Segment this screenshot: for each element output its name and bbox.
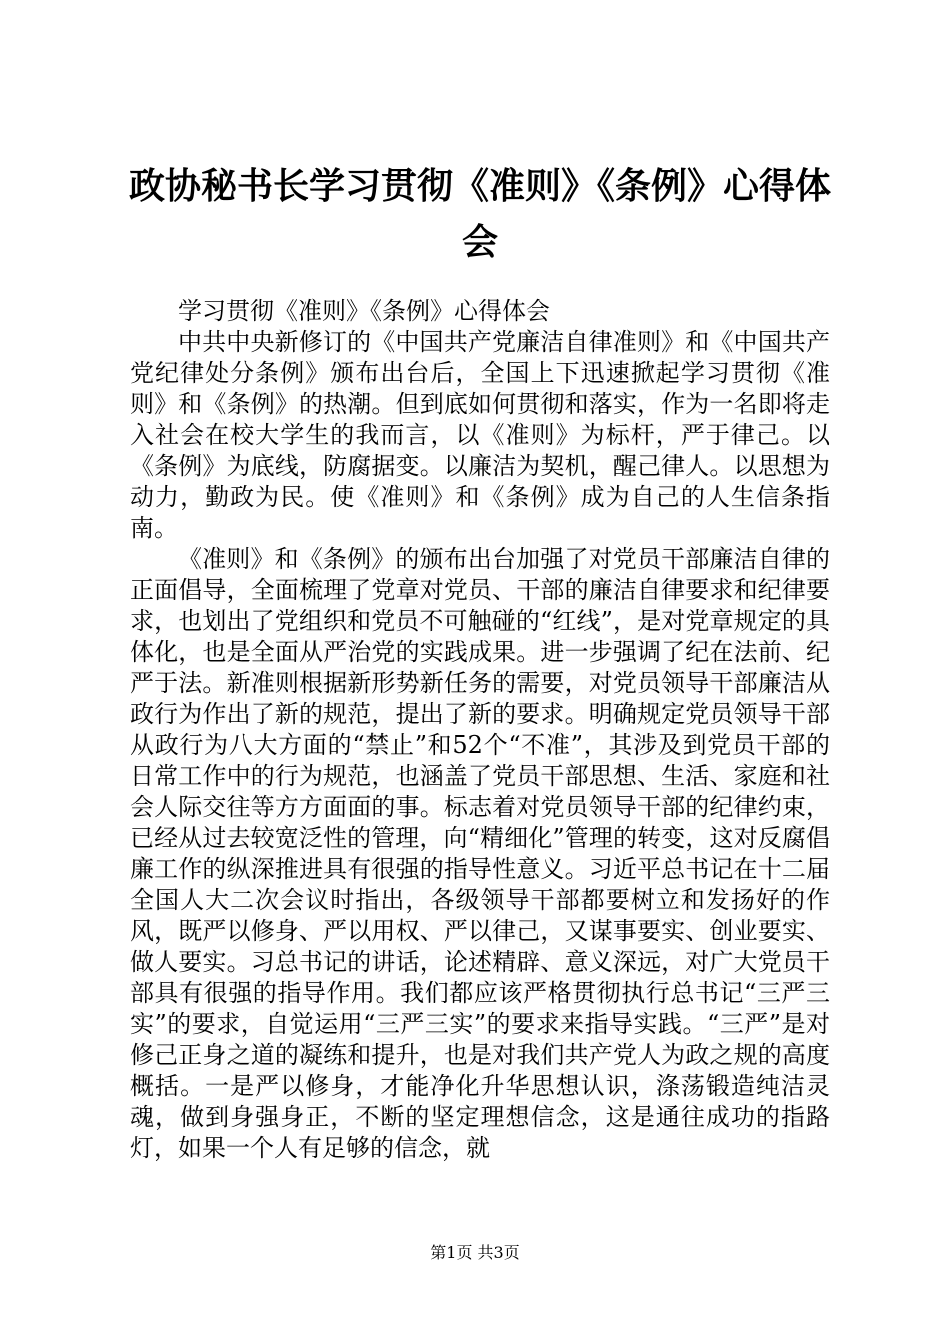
paragraph-2: 《准则》和《条例》的颁布出台加强了对党员干部廉洁自律的正面倡导，全面梳理了党章对党员、干部的廉洁自律要求和纪律要求，也划出了党组织和党员不可触碰的“红线”，是对党章规定的具体化，也是全面从严治党的实践成果。进一步强调了纪在法前、纪严于法。新准则根据新形势新任务的需要，对党员领导干部廉洁从政行为作出了新的规范，提出了新的要求。明确规定党员领导干部从政行为八大方面的“禁止”和52个“不准”，其涉及到党员干部的日常工作中的行为规范，也涵盖了党员干部思想、生活、家庭和社会人际交往等方方面面的事。标志着对党员领导干部的纪律约束，已经从过去较宽泛性的管理，向“精细化”管理的转变，这对反腐倡廉工作的纵深推进具有很强的指导性意义。习近平总书记在十二届全国人大二次会议时指出，各级领导干部都要树立和发扬好的作风，既严以修身、严以用权、严以律己，又谋事要实、创业要实、做人要实。习总书记的讲话，论述精辟、意义深远，对广大党员干部具有很强的指导作用。我们都应该严格贯彻执行总书记“三严三实”的要求，自觉运用“三严三实”的要求来指导实践。“三严”是对修己正身之道的凝练和提升，也是对我们共产党人为政之规的高度概括。一是严以修身，才能净化升华思想认识，涤荡锻造纯洁灵魂，做到身强身正，不断的坚定理想信念，这是通往成功的指路灯，如果一个人有足够的信念，就 xyxy=(130,545,830,1162)
paragraph-subtitle: 学习贯彻《准则》《条例》心得体会 xyxy=(178,297,550,325)
page-footer: 第1页 共3页 xyxy=(430,1243,520,1262)
document-title: 政协秘书长学习贯彻《准则》《条例》心得体会 xyxy=(128,165,831,263)
document-body xyxy=(130,296,830,1164)
paragraph-1: 中共中央新修订的《中国共产党廉洁自律准则》和《中国共产党纪律处分条例》颁布出台后，全国上下迅速掀起学习贯彻《准则》和《条例》的热潮。但到底如何贯彻和落实，作为一名即将走入社会在校大学生的我而言，以《准则》为标杆，严于律己。以《条例》为底线，防腐据变。以廉洁为契机，醒己律人。以思想为动力，勤政为民。使《准则》和《条例》成为自己的人生信条指南。 xyxy=(130,328,830,542)
